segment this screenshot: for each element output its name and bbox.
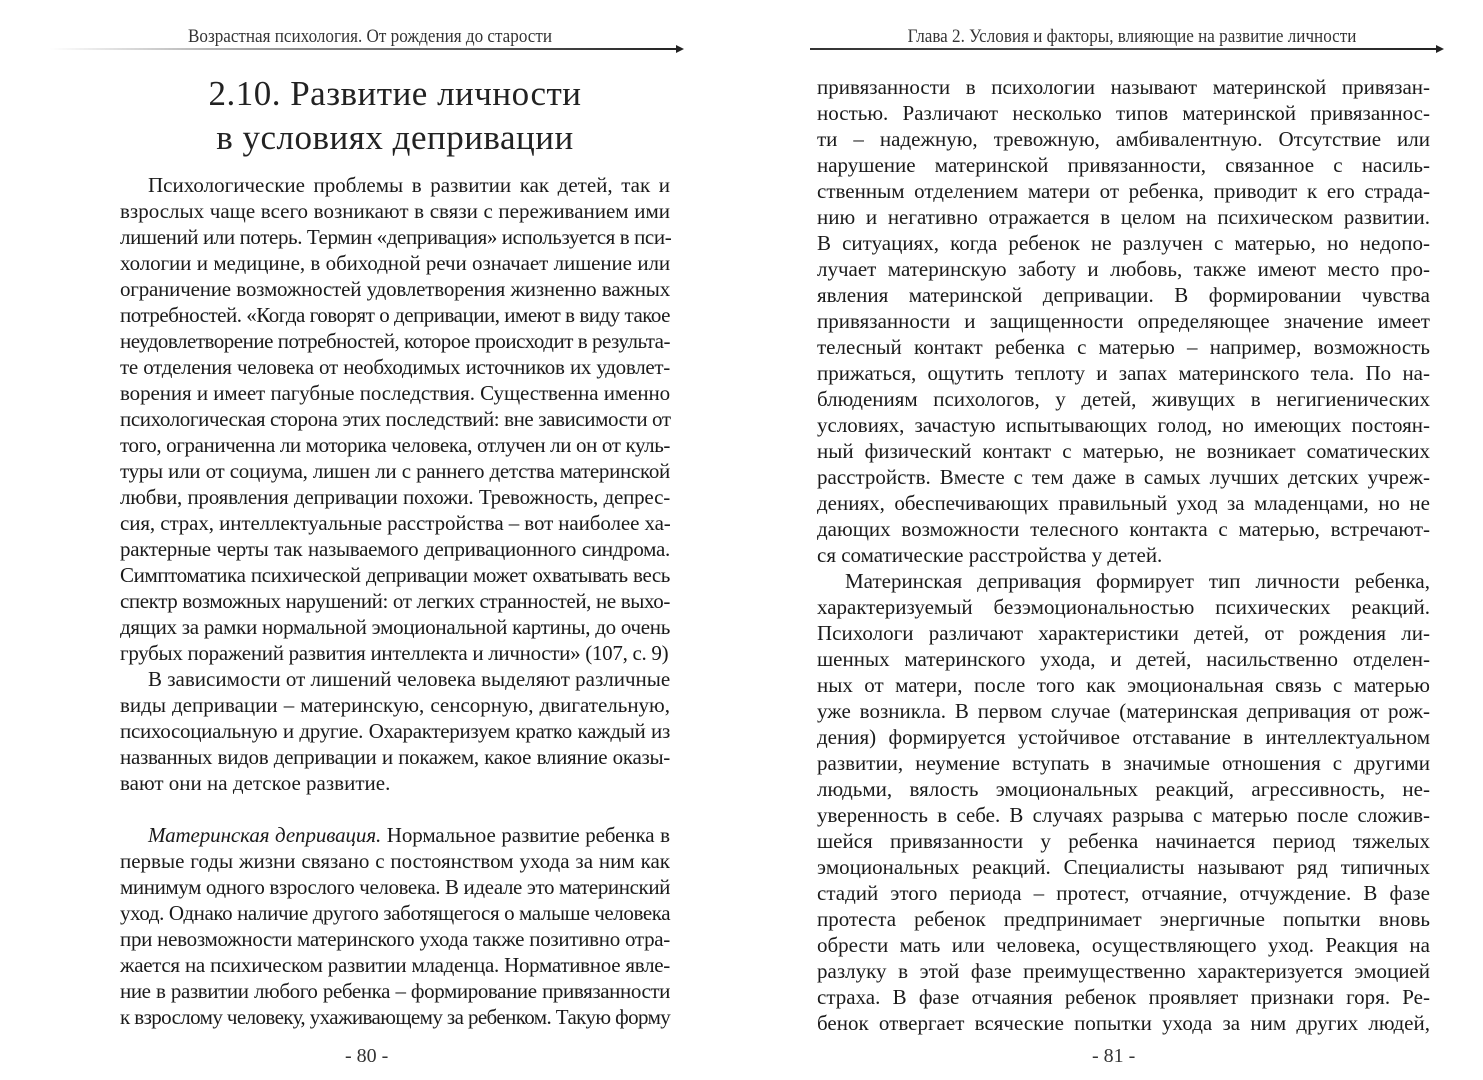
line-text: ных от матери, после того как эмоциональная связь с матерью <box>817 673 1430 697</box>
line-text: туры или от социума, лишен ли с раннего детства материнской <box>120 459 670 483</box>
text-line <box>817 542 1430 568</box>
text-line <box>817 360 1430 386</box>
text-line <box>817 1010 1430 1036</box>
line-text: Нормальное развитие ребенка в <box>381 823 670 847</box>
line-text: взрослых чаще всего возникают в связи с переживанием ими <box>120 199 670 223</box>
page-number: - 80 - <box>345 1045 389 1067</box>
text-line <box>817 828 1430 854</box>
text-line <box>120 484 670 510</box>
text-line <box>817 984 1430 1010</box>
right-page <box>742 0 1483 1080</box>
line-text: хологии и медицине, в обиходной речи означает лишение или <box>120 251 670 275</box>
left-page <box>0 0 740 1080</box>
text-line <box>817 438 1430 464</box>
line-text: прижаться, ощутить теплоту и запах материнского тела. По на- <box>817 361 1430 385</box>
text-line <box>817 906 1430 932</box>
line-text: людьми, вялость эмоциональных реакций, агрессивность, не- <box>817 777 1430 801</box>
line-text: первые годы жизни связано с постоянством ухода за ним как <box>120 849 670 873</box>
text-line <box>120 536 670 562</box>
text-line <box>120 692 670 718</box>
line-text: уход. Однако наличие другого заботящегося о малыше человека <box>120 901 671 925</box>
line-text: ственным отделением матери от ребенка, приводит к его страда- <box>817 179 1430 203</box>
body-text <box>817 74 1430 1036</box>
text-line <box>817 100 1430 126</box>
text-line <box>817 282 1430 308</box>
text-line <box>817 464 1430 490</box>
text-line <box>120 666 670 692</box>
text-line <box>817 672 1430 698</box>
text-line <box>120 848 670 874</box>
line-text: В ситуациях, когда ребенок не разлучен с матерью, но недопо- <box>817 231 1430 255</box>
line-text: ся соматические расстройства у детей. <box>817 543 1163 567</box>
text-line <box>120 458 670 484</box>
text-line <box>120 744 670 770</box>
paragraph <box>120 666 670 796</box>
text-line <box>817 256 1430 282</box>
line-text: виды депривации – материнскую, сенсорную, двигательную, <box>120 693 670 717</box>
paragraph <box>817 74 1430 568</box>
text-line <box>817 958 1430 984</box>
line-text: спектр возможных нарушений: от легких странностей, не выхо- <box>120 589 670 613</box>
line-text: к взрослому человеку, ухаживающему за ребенком. Такую форму <box>120 1005 671 1029</box>
line-text: психологическая сторона этих последствий: вне зависимости от <box>120 407 671 431</box>
line-text: вают они на детское развитие. <box>120 771 391 795</box>
line-text: грубых поражений развития интеллекта и личности» (107, с. 9) <box>120 641 669 665</box>
text-line <box>120 432 670 458</box>
text-line <box>120 198 670 224</box>
text-line <box>120 718 670 744</box>
section-heading-line: 2.10. Развитие личности <box>208 74 582 113</box>
line-text: любви, проявления депривации похожи. Тревожность, депрес- <box>120 485 670 509</box>
line-text: дениях, обеспечивающих правильный уход за младенцами, но не <box>817 491 1430 515</box>
text-line <box>120 406 670 432</box>
line-text: ние в развитии любого ребенка – формирование привязанности <box>120 979 670 1003</box>
text-line <box>120 380 670 406</box>
line-text: ограничение возможностей удовлетворения жизненно важных <box>120 277 670 301</box>
line-text: дающих возможности телесного контакта с матерью, встречают- <box>817 517 1430 541</box>
line-text: при невозможности материнского ухода также позитивно отра- <box>120 927 670 951</box>
line-text: блюдениям психологов, у детей, живущих в негигиенических <box>817 387 1430 411</box>
line-text: телесный контакт ребенка с матерью – например, возможность <box>817 335 1430 359</box>
text-line <box>817 776 1430 802</box>
line-text: уже возникла. В первом случае (материнская депривация от рож- <box>817 699 1430 723</box>
text-line <box>817 802 1430 828</box>
body-text <box>120 172 670 1030</box>
line-text: разлуку в этой фазе преимущественно характеризуется эмоцией <box>817 959 1430 983</box>
run-in-heading: Материнская депривация. <box>148 823 382 847</box>
text-line <box>817 152 1430 178</box>
text-line <box>120 822 670 848</box>
text-line <box>120 328 670 354</box>
text-line <box>120 926 670 952</box>
text-line <box>817 490 1430 516</box>
page-number: - 81 - <box>1092 1045 1136 1067</box>
text-line <box>817 646 1430 672</box>
line-text: неудовлетворение потребностей, которое происходит в результа- <box>120 329 670 353</box>
text-line <box>817 594 1430 620</box>
text-line <box>120 250 670 276</box>
line-text: развитии, неумение вступать в значимые отношения с другими <box>817 751 1430 775</box>
text-line <box>120 874 670 900</box>
text-line <box>817 698 1430 724</box>
line-text: привязанности и защищенности определяющее значение имеет <box>817 309 1430 333</box>
line-text: нарушение материнской привязанности, связанное с насиль- <box>817 153 1430 177</box>
line-text: лишений или потерь. Термин «депривация» используется в пси- <box>120 225 672 249</box>
header-rule <box>50 48 680 50</box>
text-line <box>120 562 670 588</box>
text-line <box>817 854 1430 880</box>
paragraph <box>817 568 1430 1036</box>
text-line <box>817 412 1430 438</box>
line-text: Психологические проблемы в развитии как детей, так и <box>148 173 670 197</box>
text-line <box>120 224 670 250</box>
line-text: те отделения человека от необходимых источников их удовлет- <box>120 355 670 379</box>
line-text: привязанности в психологии называют материнской привязан- <box>817 75 1430 99</box>
text-line <box>817 308 1430 334</box>
text-line <box>817 880 1430 906</box>
text-line <box>120 952 670 978</box>
text-line <box>120 900 670 926</box>
text-line <box>120 276 670 302</box>
line-text: того, ограниченна ли моторика человека, отлучен ли он от куль- <box>120 433 670 457</box>
line-text: ный физический контакт с матерью, не возникает соматических <box>817 439 1430 463</box>
text-line <box>120 302 670 328</box>
line-text: условиях, зачастую испытывающих голод, но имеющих постоян- <box>817 413 1430 437</box>
text-line <box>120 978 670 1004</box>
line-text: В зависимости от лишений человека выделяют различные <box>148 667 671 691</box>
line-text: бенок отвергает всяческие попытки ухода за ним других людей, <box>817 1011 1430 1035</box>
text-line <box>817 74 1430 100</box>
paragraph <box>120 172 670 666</box>
text-line <box>120 770 670 796</box>
line-text: дения) формируется устойчивое отставание в интеллектуальном <box>817 725 1430 749</box>
paragraph <box>120 822 670 1030</box>
line-text: стадий этого периода – протест, отчаяние, отчуждение. В фазе <box>817 881 1430 905</box>
line-text: Материнская депривация формирует тип личности ребенка, <box>845 569 1430 593</box>
text-line <box>120 510 670 536</box>
line-text: психосоциальную и другие. Охарактеризуем кратко каждый из <box>120 719 670 743</box>
text-line <box>120 640 670 666</box>
line-text: сия, страх, интеллектуальные расстройства – вот наиболее ха- <box>120 511 671 535</box>
text-line <box>817 178 1430 204</box>
line-text: названных видов депривации и покажем, какое влияние оказы- <box>120 745 670 769</box>
running-head: Глава 2. Условия и факторы, влияющие на развитие личности <box>907 26 1357 47</box>
text-line <box>817 386 1430 412</box>
text-line <box>817 230 1430 256</box>
line-text: уверенность в себе. В случаях разрыва с матерью после сложив- <box>817 803 1430 827</box>
line-text: Психологи различают характеристики детей, от рождения ли- <box>817 621 1430 645</box>
line-text: дящих за рамки нормальной эмоциональной картины, до очень <box>120 615 670 639</box>
line-text: потребностей. «Когда говорят о депривации, имеют в виду такое <box>120 303 670 327</box>
text-line <box>120 172 670 198</box>
line-text: жается на психическом развитии младенца. Нормативное явле- <box>120 953 670 977</box>
text-line <box>817 334 1430 360</box>
text-line <box>817 932 1430 958</box>
line-text: обрести мать или человека, осуществляющего уход. Реакция на <box>817 933 1430 957</box>
text-line <box>817 724 1430 750</box>
text-line <box>120 354 670 380</box>
text-line <box>817 568 1430 594</box>
section-heading <box>120 72 670 160</box>
text-line <box>817 516 1430 542</box>
section-heading-line: в условиях депривации <box>216 118 574 157</box>
line-text: расстройств. Вместе с тем даже в самых лучших детских учреж- <box>817 465 1430 489</box>
text-line <box>817 126 1430 152</box>
line-text: протеста ребенок предпринимает энергичные попытки вновь <box>817 907 1430 931</box>
line-text: шейся привязанности у ребенка начинается период тяжелых <box>817 829 1430 853</box>
line-text: ворения и имеет пагубные последствия. Существенна именно <box>120 381 670 405</box>
line-text: рактерные черты так называемого депривационного синдрома. <box>120 537 670 561</box>
text-line <box>817 750 1430 776</box>
line-text: характеризуемый безэмоциональностью психических реакций. <box>817 595 1430 619</box>
line-text: ти – надежную, тревожную, амбивалентную. Отсутствие или <box>817 127 1430 151</box>
line-text: Симптоматика психической депривации может охватывать весь <box>120 563 670 587</box>
line-text: эмоциональных реакций. Специалисты называют ряд типичных <box>817 855 1430 879</box>
header-rule <box>810 48 1440 50</box>
line-text: шенных материнского ухода, и детей, насильственно отделен- <box>817 647 1430 671</box>
running-head: Возрастная психология. От рождения до старости <box>187 26 553 47</box>
text-line <box>120 614 670 640</box>
line-text: страха. В фазе отчаяния ребенок проявляет признаки горя. Ре- <box>817 985 1430 1009</box>
line-text: лучает материнскую заботу и любовь, также имеют место про- <box>817 257 1430 281</box>
paragraph-gap <box>120 796 670 822</box>
line-text: ностью. Различают несколько типов материнской привязаннос- <box>817 101 1430 125</box>
text-line <box>120 1004 670 1030</box>
line-text: минимум одного взрослого человека. В идеале это материнский <box>120 875 670 899</box>
text-line <box>817 204 1430 230</box>
text-line <box>817 620 1430 646</box>
line-text: явления материнской депривации. В формировании чувства <box>817 283 1430 307</box>
text-line <box>120 588 670 614</box>
line-text: нию и негативно отражается в целом на психическом развитии. <box>817 205 1430 229</box>
